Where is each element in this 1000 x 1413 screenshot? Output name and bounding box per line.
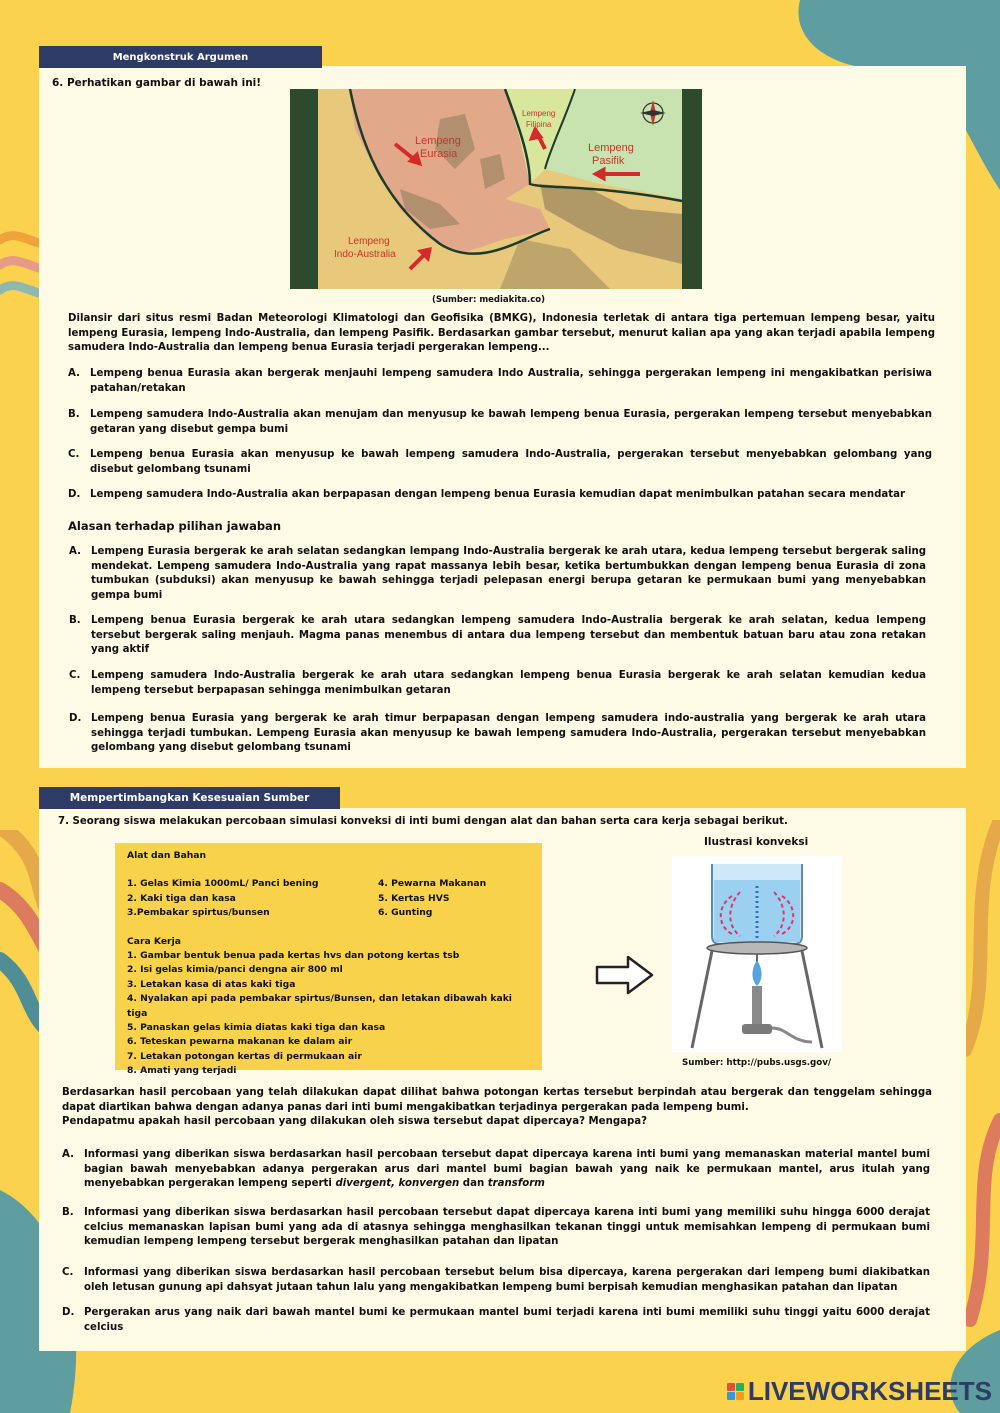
q6-option-a[interactable]: A. Lempeng benua Eurasia akan bergerak menjauhi lempeng samudera Indo Australia, sehingga pergerakan lempeng ini mengakibatkan perisiwa patahan/retakan [68,368,932,394]
q6-reason-d[interactable]: D. Lempeng benua Eurasia yang bergerak ke arah timur berpapasan dengan lempeng samudera indo-australia yang bergerak ke arah utara sehingga terjadi tumbukan. Lempeng Eurasia akan menyusup ke bawah lempeng samudera Indo-Australia, pergerakan tersebut menyebabkan gelombang yang disebut gelombang tsunami [69,713,926,753]
tectonic-map [290,89,702,289]
material-item: 4. Pewarna Makanan [378,878,487,890]
right-arrow-icon [594,953,656,997]
illustration-source: Sumber: http://pubs.usgs.gov/ [682,1058,832,1068]
step-item: 2. Isi gelas kimia/panci dengna air 800 ml [127,964,343,976]
step-item: 7. Letakan potongan kertas di permukaan air [127,1050,362,1062]
map-label-indo-1: Lempeng [348,236,390,247]
q6-reason-b[interactable]: B. Lempeng benua Eurasia bergerak ke arah utara sedangkan lempeng samudera Indo-Australia bergerak ke arah selatan, kedua lempeng tersebut bergerak saling menjauh. Magma panas menembus di antara dua lempeng tersebut dan membentuk batuan baru atau zona retakan yang aktif [69,615,926,655]
steps-title: Cara Kerja [127,935,181,947]
materials-box [115,843,542,1077]
map-label-eurasia-2: Eurasia [420,148,458,160]
q7-option-b[interactable]: B. Informasi yang diberikan siswa berdasarkan hasil percobaan tersebut dapat dipercaya karena inti bumi yang memiliki suhu hingga 6000 derajat celcius memanaskan lapisan bumi yang ada di atasnya sehingga menghasilkan tekanan tinggi untuk memisahkan lempeng di permukaan bumi kemudian lempeng lempeng tersebut bergerak menghasilkan patahan dan lipatan [62,1207,930,1247]
question7-title: 7. Seorang siswa melakukan percobaan simulasi konveksi di inti bumi dengan alat dan bahan serta cara kerja sebagai berikut. [58,816,788,827]
q6-option-b[interactable]: B. Lempeng samudera Indo-Australia akan menujam dan menyusup ke bawah lempeng benua Eurasia, pergerakan lempeng tersebut menyebabkan getaran yang disebut gempa bumi [68,409,932,435]
illustration-title: Ilustrasi konveksi [704,836,809,848]
step-item: 3. Letakan kasa di atas kaki tiga [127,978,296,990]
map-label-pasifik-2: Pasifik [592,155,625,167]
map-label-eurasia-1: Lempeng [415,135,461,147]
q6-option-d[interactable]: D. Lempeng samudera Indo-Australia akan berpapasan dengan lempeng benua Eurasia kemudian dapat menimbulkan patahan secara mendatar [68,489,906,500]
step-item: 4. Nyalakan api pada pembakar spirtus/Bunsen, dan letakan dibawah kaki tiga [127,993,512,1019]
q7-option-d[interactable]: D. Pergerakan arus yang naik dari bawah mantel bumi ke permukaan mantel bumi terjadi karena inti bumi memiliki suhu tinggi yaitu 6000 derajat celcius [62,1307,930,1333]
map-label-indo-2: Indo-Australia [334,249,396,260]
material-item: 1. Gelas Kimia 1000mL/ Panci bening [127,878,319,890]
section1-label: Mengkonstruk Argumen [39,46,322,68]
step-item: 6. Teteskan pewarna makanan ke dalam air [127,1036,353,1048]
section2-label: Mempertimbangkan Kesesuaian Sumber [39,787,340,809]
materials-title: Alat dan Bahan [127,850,207,861]
convection-illustration [672,856,842,1052]
brand-name: LIVEWORKSHEETS [747,1376,992,1406]
map-label-pasifik-1: Lempeng [588,142,634,154]
material-item: 6. Gunting [378,907,433,919]
map-label-filipina-2: Filipina [526,120,552,129]
reason-title: Alasan terhadap pilihan jawaban [68,519,282,533]
question6-paragraph: Dilansir dari situs resmi Badan Meteorologi Klimatologi dan Geofisika (BMKG), Indonesia terletak di antara tiga pertemuan lempeng besar, yaitu lempeng Eurasia, lempeng Indo-Australia, dan lempeng Pasifik. Berdasarkan gambar tersebut, menurut kalian apa yang akan terjadi apabila lempeng samudera Indo-Australia dan lempeng benua Eurasia terjadi pergerakan lempeng... [68,313,935,353]
q7-option-a[interactable]: A. Informasi yang diberikan siswa berdasarkan hasil percobaan tersebut dapat dipercaya karena inti bumi yang memanaskan material mantel bumi bagian bawah menyebabkan adanya pergerakan arus dari mantel bumi bagian bawah yang naik ke permukaan mantel, arus itulah yang menyebabkan pergerakan lempeng seperti divergent, konvergen dan transform [62,1149,930,1189]
q6-reason-a[interactable]: A. Lempeng Eurasia bergerak ke arah selatan sedangkan lempang Indo-Australia bergerak ke arah utara, kedua lempeng tersebut bergerak saling mendekat. Lempeng samudera Indo-Australia yang rapat massanya lebih besar, ketika bertumbukkan dengan lempeng benua Eurasia di zona tumbukan (subduksi) akan menyusup ke bawah sehingga terjadi pelepasan energi berupa getaran ke permukaan bumi yang menyebabkan gempa bumi [69,546,926,601]
question6-title: 6. Perhatikan gambar di bawah ini! [52,77,262,89]
liveworksheets-logo[interactable] [727,1376,992,1407]
q7-option-c[interactable]: C. Informasi yang diberikan siswa berdasarkan hasil percobaan tersebut belum bisa dipercaya, karena pergerakan dari lempeng bumi diakibatkan oleh letusan gunung api dahsyat jutaan tahun lalu yang mengakibatkan lempeng bumi berpisah kemudian menghasikan patahan dan lipatan [62,1267,930,1293]
material-item: 2. Kaki tiga dan kasa [127,892,236,904]
question7-paragraph-1: Berdasarkan hasil percobaan yang telah dilakukan dapat dilihat bahwa potongan kertas tersebut berpindah atau bergerak dan tenggelam sehingga dapat diartikan bahwa dengan adanya panas dari inti bumi mengakibatkan terjadinya pergerakan pada lempeng bumi. [62,1087,932,1113]
q6-option-c[interactable]: C. Lempeng benua Eurasia akan menyusup ke bawah lempeng samudera Indo-Australia, pergerakan tersebut menyebabkan gelombang yang disebut gelombang tsunami [68,449,932,475]
logo-icon [727,1383,744,1400]
question7-paragraph-2: Pendapatmu apakah hasil percobaan yang dilakukan oleh siswa tersebut dapat dipercaya? Mengapa? [62,1116,648,1127]
step-item: 1. Gambar bentuk benua pada kertas hvs dan potong kertas tsb [127,950,460,962]
map-source: (Sumber: mediakita.co) [432,295,546,305]
material-item: 3.Pembakar spirtus/bunsen [127,907,270,919]
map-label-filipina-1: Lempeng [522,109,556,118]
q6-reason-c[interactable]: C. Lempeng samudera Indo-Australia bergerak ke arah utara sedangkan lempeng benua Eurasia bergerak ke arah selatan kemudian kedua lempeng tersebut berpapasan sehingga menimbulkan getaran [69,670,926,696]
step-item: 5. Panaskan gelas kimia diatas kaki tiga dan kasa [127,1022,386,1034]
material-item: 5. Kertas HVS [378,892,450,904]
step-item: 8. Amati yang terjadi [127,1065,237,1077]
